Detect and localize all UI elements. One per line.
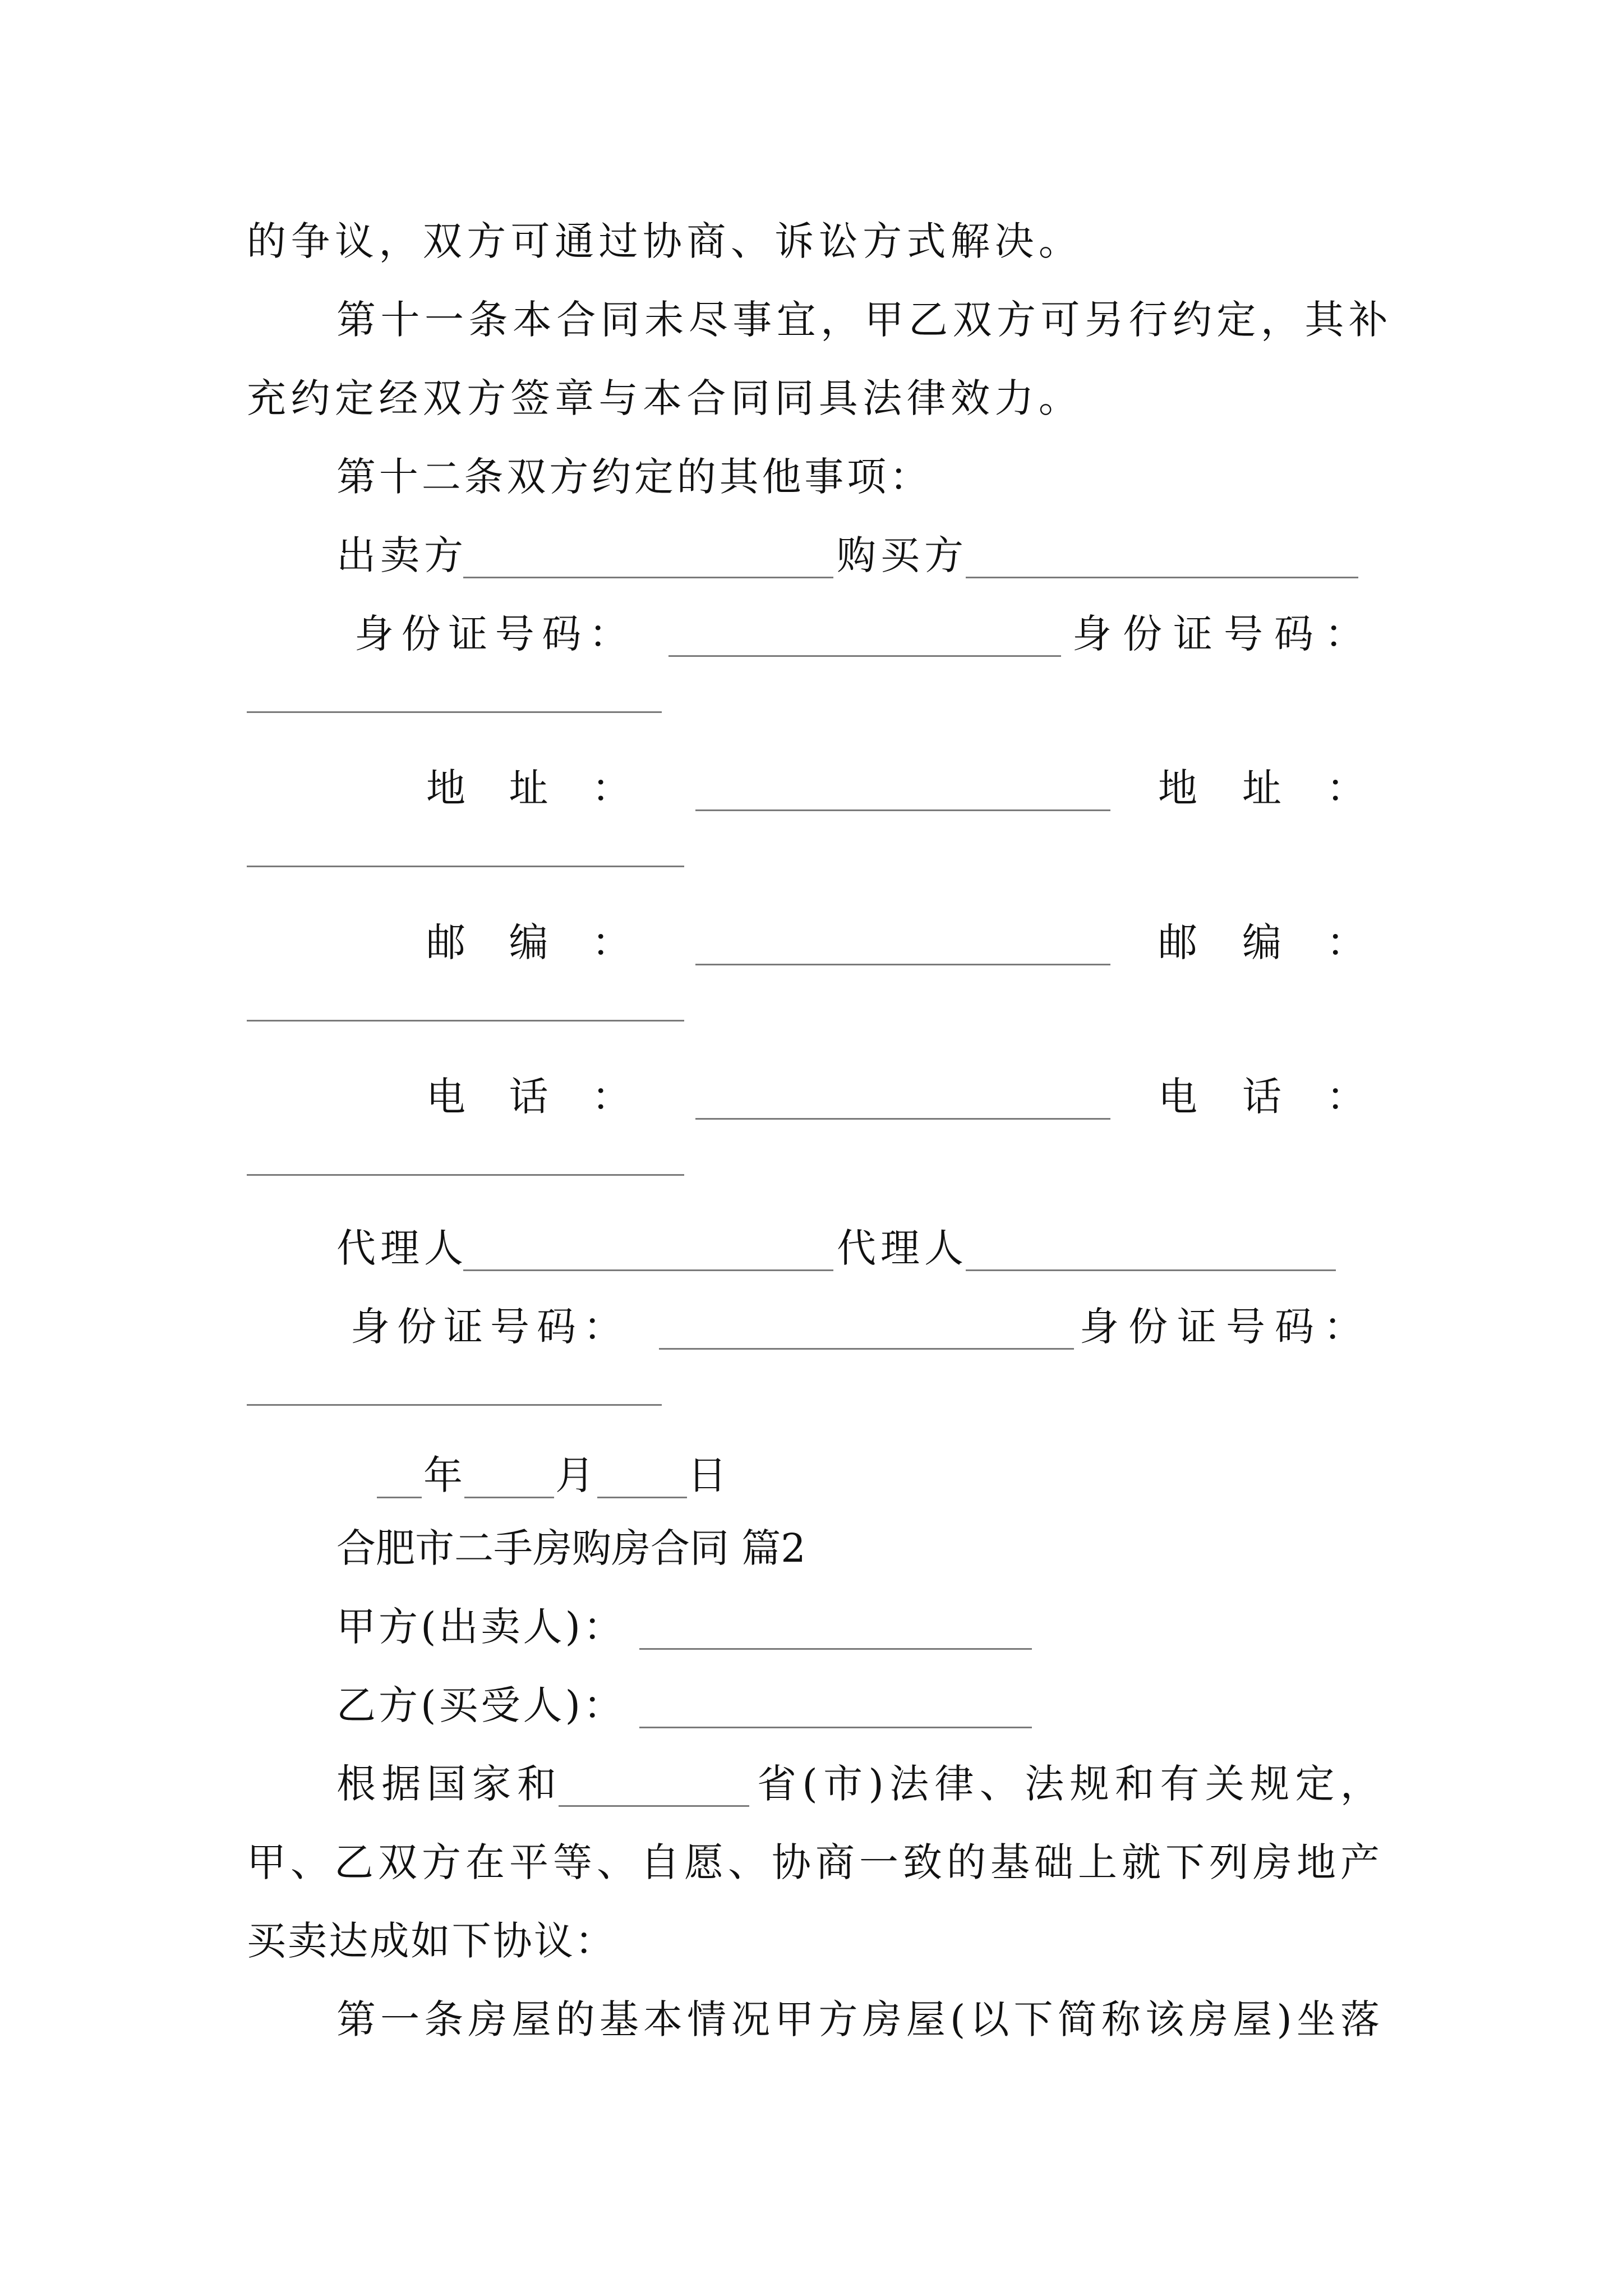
basis-prefix: 根 据 国 家 和 [336, 1761, 556, 1807]
party-b-label: 乙 方 ( 买 受 人 ) ： [336, 1682, 623, 1728]
buyer-phone-label: 电 话 ： [1158, 1074, 1366, 1120]
buyer-postcode-blank[interactable] [247, 1020, 684, 1022]
seller-postcode-blank[interactable] [695, 964, 1110, 965]
month-label: 月 [555, 1452, 594, 1498]
signature-row-postcode [0, 903, 1623, 982]
seller-address-blank[interactable] [695, 809, 1110, 811]
blank-line [0, 673, 1623, 752]
signature-row-phone [0, 1057, 1623, 1136]
month-blank[interactable] [464, 1497, 554, 1498]
basis-row [0, 1745, 1623, 1823]
text-line [0, 438, 1623, 516]
seller-id-blank[interactable] [668, 655, 1061, 657]
text-line [0, 1902, 1623, 1980]
text-line [0, 1823, 1623, 1902]
province-blank[interactable] [559, 1805, 749, 1807]
seller-agent-id-label: 身 份 证 号 码 ： [351, 1304, 623, 1350]
text-line [0, 202, 1623, 280]
seller-phone-label: 电 话 ： [426, 1074, 631, 1120]
text-line [0, 1980, 1623, 2059]
buyer-agent-label: 代 理 人 [837, 1225, 963, 1271]
seller-postcode-label: 邮 编 ： [426, 919, 631, 965]
day-blank[interactable] [597, 1497, 687, 1498]
seller-agent-label: 代 理 人 [336, 1225, 463, 1271]
text-line [0, 280, 1623, 359]
blank-line [0, 1136, 1623, 1214]
contract-2-title: 合肥市二手房购房合同 篇2 [336, 1525, 806, 1571]
text-line [0, 1509, 1623, 1588]
signature-row-address [0, 749, 1623, 827]
buyer-agent-blank[interactable] [966, 1269, 1336, 1271]
buyer-address-blank[interactable] [247, 866, 684, 867]
buyer-label: 购 买 方 [837, 532, 963, 578]
year-label: 年 [423, 1452, 463, 1498]
year-blank[interactable] [377, 1497, 422, 1498]
party-a-row [0, 1588, 1623, 1666]
date-row [0, 1436, 1623, 1515]
blank-line [0, 827, 1623, 906]
buyer-postcode-label: 邮 编 ： [1158, 919, 1366, 965]
buyer-address-label: 地 址 ： [1158, 765, 1366, 811]
blank-line [0, 1366, 1623, 1444]
signature-row-agent-id [0, 1287, 1623, 1366]
dispute-line: 的 争 议 ， 双 方 可 通 过 协 商 、 诉 讼 方 式 解 决 。 [247, 218, 1078, 264]
seller-name-blank[interactable] [463, 577, 833, 578]
basis-suffix: 省 ( 市 ) 法 律 、 法 规 和 有 关 规 定 ， [757, 1761, 1380, 1807]
signature-row-agents [0, 1209, 1623, 1287]
article-1-line: 第 一 条 房 屋 的 基 本 情 况 甲 方 房 屋 ( 以 下 简 称 该 房 屋 ) 坐 落 [336, 1996, 1380, 2042]
seller-agent-blank[interactable] [463, 1269, 833, 1271]
article-12-line: 第 十 二 条 双 方 约 定 的 其 他 事 项 ： [336, 454, 929, 500]
seller-phone-blank[interactable] [695, 1118, 1110, 1120]
signature-row-id [0, 595, 1623, 673]
seller-agent-id-blank[interactable] [659, 1348, 1074, 1350]
signature-row-parties [0, 516, 1623, 595]
party-a-blank[interactable] [639, 1648, 1032, 1650]
basis-line-2: 甲 、 乙 双 方 在 平 等 、 自 愿 、 协 商 一 致 的 基 础 上 就 下 列 房 地 产 [247, 1839, 1380, 1885]
buyer-name-blank[interactable] [966, 577, 1358, 578]
buyer-id-label: 身 份 证 号 码 ： [1072, 611, 1364, 657]
buyer-agent-id-blank[interactable] [247, 1404, 662, 1406]
article-11-continuation: 充 约 定 经 双 方 签 章 与 本 合 同 同 具 法 律 效 力 。 [247, 375, 1078, 421]
buyer-agent-id-label: 身 份 证 号 码 ： [1080, 1304, 1363, 1350]
text-line [0, 359, 1623, 438]
buyer-phone-blank[interactable] [247, 1174, 684, 1176]
buyer-id-blank[interactable] [247, 711, 662, 713]
basis-line-3: 买 卖 达 成 如 下 协 议 ： [247, 1918, 614, 1964]
article-11-line: 第 十 一 条 本 合 同 未 尽 事 宜 ， 甲 乙 双 方 可 另 行 约 定 ， 其 补 [336, 297, 1388, 343]
party-b-row [0, 1666, 1623, 1745]
seller-address-label: 地 址 ： [426, 765, 631, 811]
day-label: 日 [688, 1452, 727, 1498]
seller-label: 出 卖 方 [336, 532, 463, 578]
party-b-blank[interactable] [639, 1727, 1032, 1728]
party-a-label: 甲 方 ( 出 卖 人 ) ： [336, 1604, 623, 1650]
blank-line [0, 982, 1623, 1060]
seller-id-label: 身 份 证 号 码 ： [354, 611, 628, 657]
